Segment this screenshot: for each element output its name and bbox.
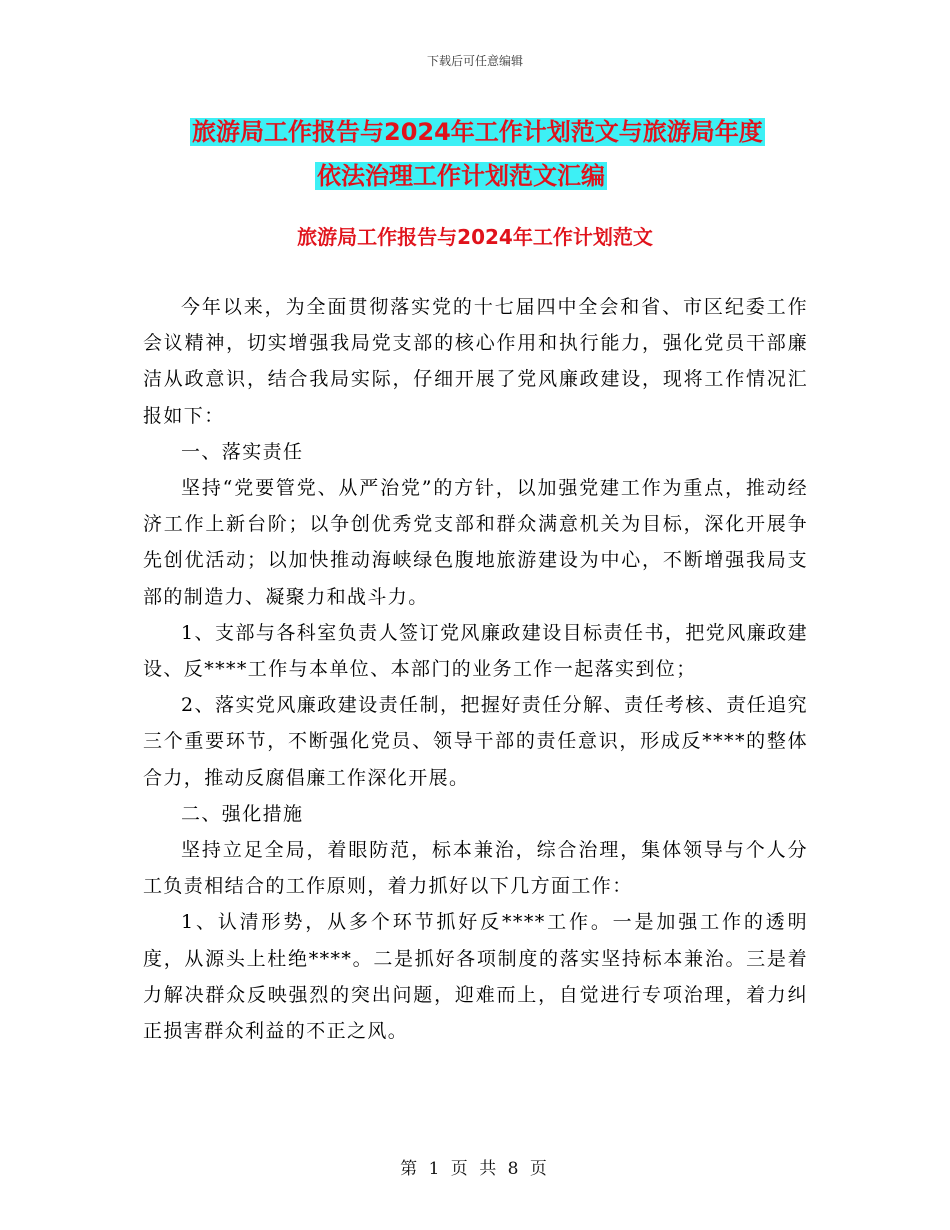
title-line-1: [190, 110, 810, 154]
title-line-2-text: 依法治理工作计划范文汇编: [317, 162, 605, 190]
heading-section-2: 二、强化措施: [181, 802, 304, 825]
paragraph-principle: 坚持“党要管党、从严治党”的方针，以加强党建工作为重点，推动经济工作上新台阶；以争创优秀党支部和群众满意机关为目标，深化开展争先创优活动；以加快推动海峡绿色腹地旅游建设为中心，不断增强我局支部的制造力、凝聚力和战斗力。: [143, 477, 808, 608]
title-line-1-text: 旅游局工作报告与2024年工作计划范文与旅游局年度: [192, 118, 763, 146]
title-line-2: [190, 154, 810, 198]
document-title: [190, 110, 810, 198]
page-footer: 第 1 页 共 8 页: [400, 1159, 550, 1179]
paragraph-item-2: 2、落实党风廉政建设责任制，把握好责任分解、责任考核、责任追究三个重要环节，不断强化党员、领导干部的责任意识，形成反****的整体合力，推动反腐倡廉工作深化开展。: [143, 694, 808, 789]
section-title: 旅游局工作报告与2024年工作计划范文: [297, 225, 653, 249]
paragraph-intro: 今年以来，为全面贯彻落实党的十七届四中全会和省、市区纪委工作会议精神，切实增强我局党支部的核心作用和执行能力，强化党员干部廉洁从政意识，结合我局实际，仔细开展了党风廉政建设，现将工作情况汇报如下：: [143, 296, 808, 427]
paragraph-measures: 坚持立足全局，着眼防范，标本兼治，综合治理，集体领导与个人分工负责相结合的工作原则，着力抓好以下几方面工作：: [143, 839, 808, 898]
document-body: [143, 289, 808, 1049]
paragraph-measure-item-1: 1、认清形势，从多个环节抓好反****工作。一是加强工作的透明度，从源头上杜绝****。二是抓好各项制度的落实坚持标本兼治。三是着力解决群众反映强烈的突出问题，迎难而上，自觉进行专项治理，着力纠正损害群众利益的不正之风。: [143, 911, 808, 1043]
header-note: 下载后可任意编辑: [426, 54, 523, 68]
paragraph-item-1: 1、支部与各科室负责人签订党风廉政建设目标责任书，把党风廉政建设、反****工作与本单位、本部门的业务工作一起落实到位；: [143, 621, 808, 681]
heading-section-1: 一、落实责任: [181, 440, 304, 463]
